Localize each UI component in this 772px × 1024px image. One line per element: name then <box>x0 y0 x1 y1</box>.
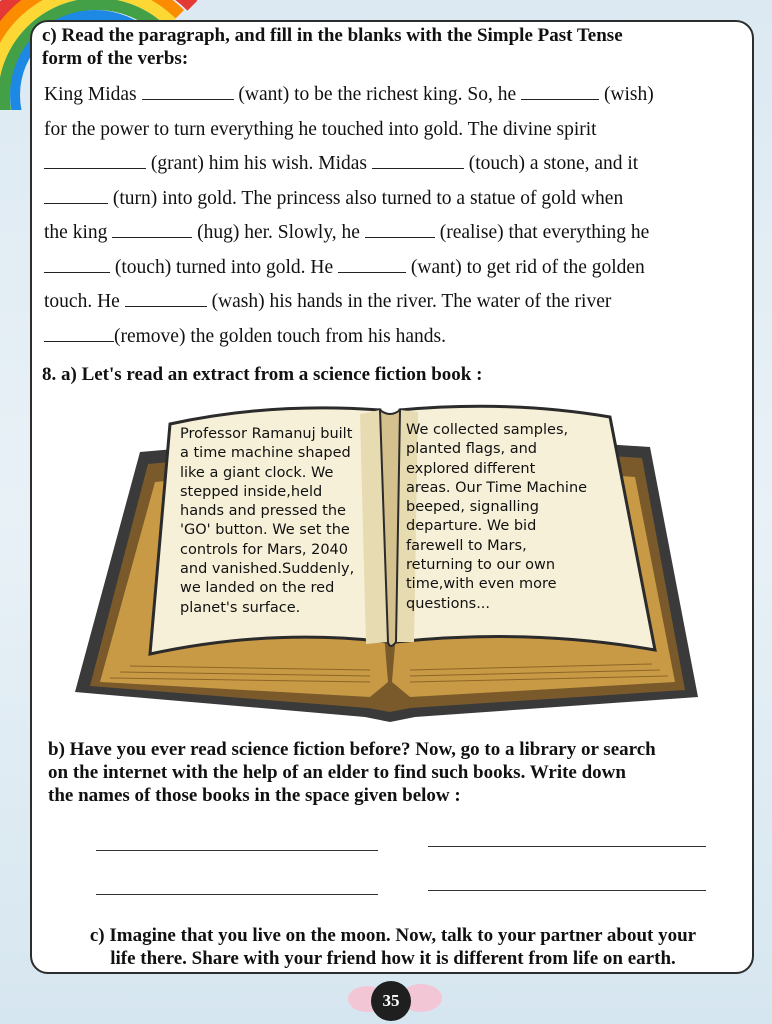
paragraph-line: touch. He (wash) his hands in the river. The water of the river <box>44 291 612 312</box>
paragraph-line: King Midas (want) to be the richest king. So, he (wish) <box>44 84 654 105</box>
answer-line[interactable] <box>428 846 706 847</box>
paragraph-line: (turn) into gold. The princess also turned to a statue of gold when <box>44 182 734 217</box>
answer-line[interactable] <box>96 850 378 851</box>
answer-line[interactable] <box>428 890 706 891</box>
answer-blank[interactable] <box>521 83 599 100</box>
answer-line[interactable] <box>96 894 378 895</box>
book-drawing <box>70 392 710 727</box>
answer-blank[interactable] <box>44 152 146 169</box>
answer-blank[interactable] <box>125 290 207 307</box>
answer-blank[interactable] <box>338 256 406 273</box>
section-b-question: b) Have you ever read science fiction before? Now, go to a library or search on the internet with the help of an elder to find such books. Write down the names of those books in the space given below : <box>48 739 656 806</box>
answer-blank[interactable] <box>142 83 234 100</box>
section-8a-heading: 8. a) Let's read an extract from a science fiction book : <box>42 364 483 385</box>
open-book-illustration <box>70 392 710 727</box>
page-number: 35 <box>371 981 411 1021</box>
section-c-heading: c) Read the paragraph, and fill in the blanks with the Simple Past Tense form of the verbs: <box>42 25 623 69</box>
paragraph-line: for the power to turn everything he touched into gold. The divine spirit <box>44 118 597 140</box>
answer-blank[interactable] <box>365 221 435 238</box>
midas-paragraph <box>44 78 734 354</box>
paragraph-line: (touch) turned into gold. He (want) to get rid of the golden <box>44 251 734 286</box>
answer-blank[interactable] <box>112 221 192 238</box>
paragraph-line: the king (hug) her. Slowly, he (realise) that everything he <box>44 222 650 243</box>
answer-blank[interactable] <box>44 187 108 204</box>
answer-blank[interactable] <box>44 325 114 342</box>
answer-blank[interactable] <box>372 152 464 169</box>
paragraph-line: (remove) the golden touch from his hands. <box>44 320 734 355</box>
book-left-page-text: Professor Ramanuj built a time machine shaped like a giant clock. We stepped inside,held hands and pressed the 'GO' button. We set the controls for Mars, 2040 and vanished.Suddenly, we landed on the red planet's surface. <box>180 426 355 616</box>
section-c-moon-question: c) Imagine that you live on the moon. Now, talk to your partner about your life there. Share with your friend how it is different from life on earth. <box>89 925 697 969</box>
book-right-page-text: We collected samples, planted flags, and explored different areas. Our Time Machine beeped, signalling departure. We bid farewell to Mars, returning to our own time,with even more questions... <box>406 422 588 612</box>
answer-blank[interactable] <box>44 256 110 273</box>
paragraph-line: (grant) him his wish. Midas (touch) a stone, and it <box>44 147 734 182</box>
